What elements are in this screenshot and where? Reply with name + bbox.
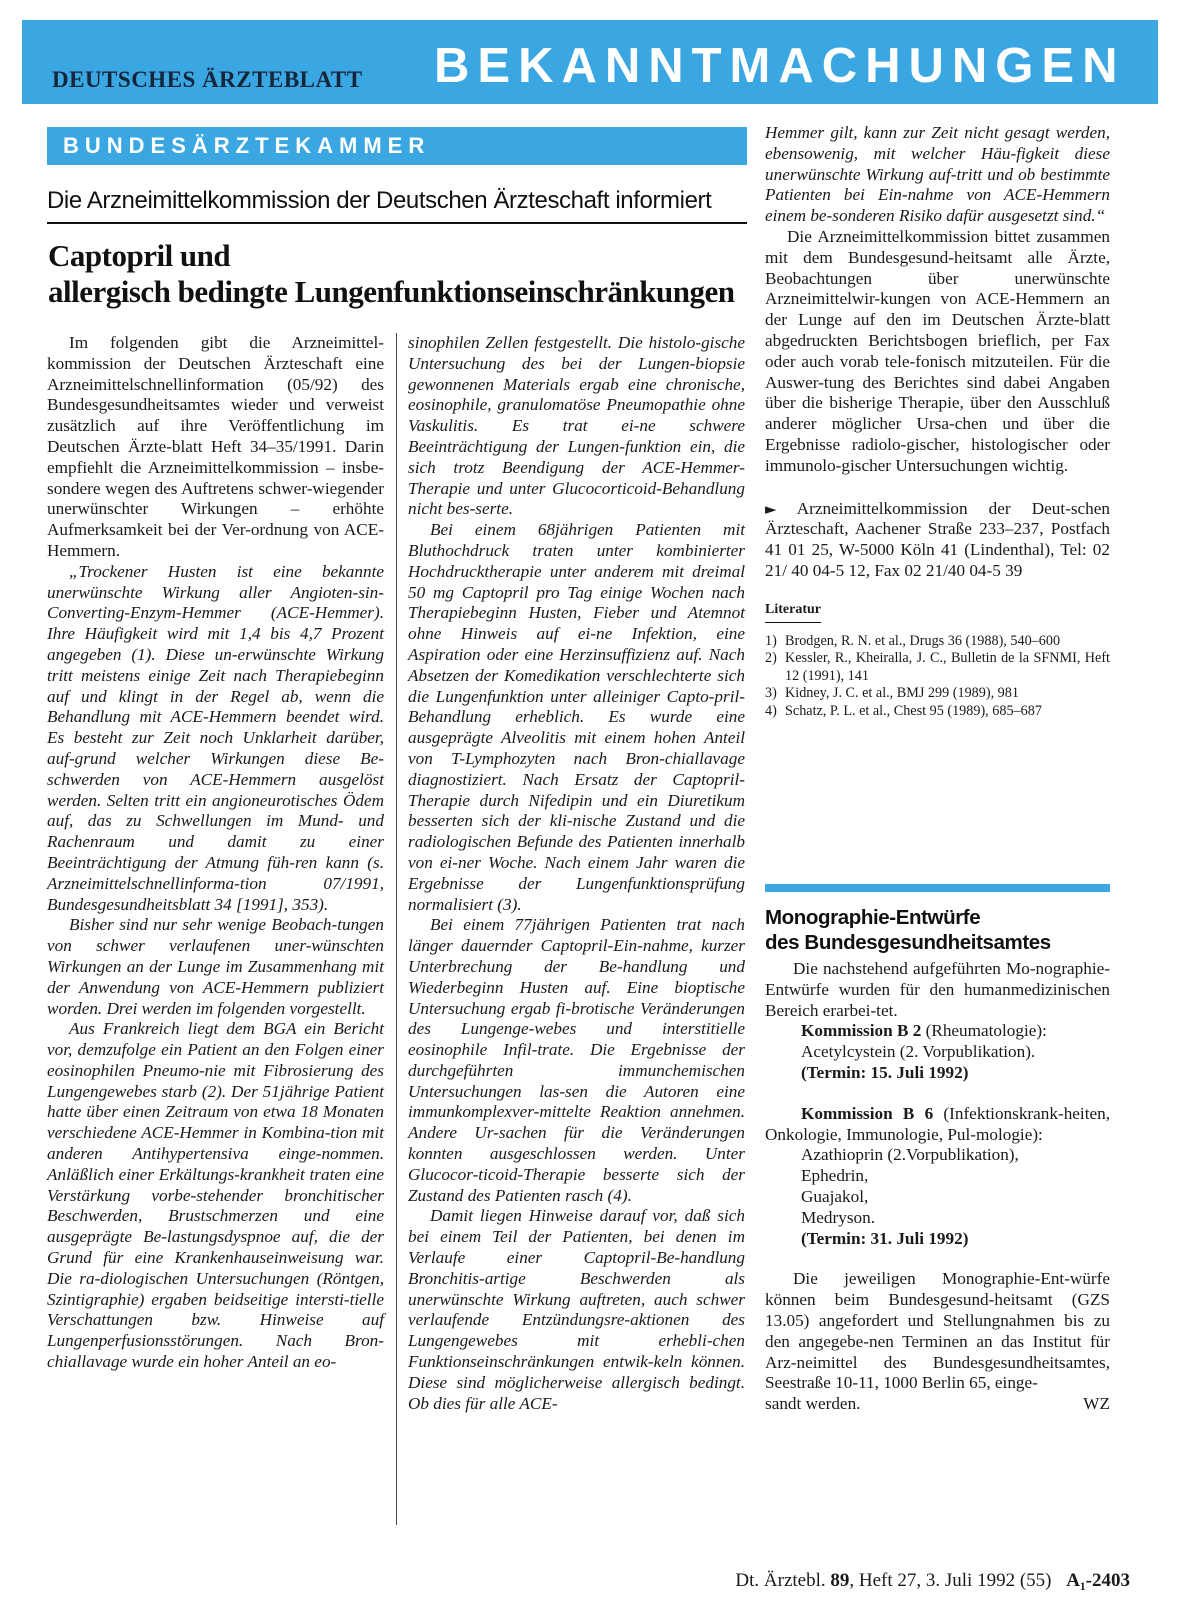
paragraph: sinophilen Zellen festgestellt. Die histolo-gische Untersuchung des bei der Lungen-biopsie gewonnenen Materials ergab eine chronische, eosinophile, granulomatöse Pneumopathie ohne Vaskulitis. Es trat ei-ne schwere Beeinträchtigung der Lungen-funktion ein, die sich trotz Beendigung der ACE-Hemmer-Therapie und unter Glucocorticoid-Behandlung nicht bes-serte. (408, 333, 745, 519)
article-column-1 (47, 333, 384, 1373)
paragraph: Damit liegen Hinweise darauf vor, daß sich bei einem Teil der Patienten, bei denen im Verlaufe einer Captopril-Be-handlung Bronchitis-artige Beschwerden als unerwünschte Wirkung auftreten, auch schwer verlaufende Entzündungsre-aktionen des Lungengewebes mit erhebli-chen Funktionseinschränkungen entwik-keln können. Diese sind möglicherweise allergisch bedingt. Ob dies für alle ACE- (408, 1206, 745, 1413)
commission-area: (Rheumatologie): (925, 1021, 1047, 1041)
paragraph: Die Arzneimittelkommission bittet zusammen mit dem Bundesgesund-heitsamt alle Ärzte, Beobachtungen über unerwünschte Arzneimittelwir-kungen von ACE-Hemmern an der Lunge auf den im Deutschen Ärzte-blatt abgedruckten Berichtsbogen brieflich, per Fax oder auch vorab tele-fonisch mitzuteilen. Für die Auswer-tung des Berichtes sind dabei Angaben über die bisherige Therapie, über den Ausschluß anderer möglicher Ursa-chen und über die Ergebnisse radiolo-gischer, histologischer oder immunolo-gischer Untersuchungen wichtig. (765, 226, 1110, 475)
closing-last-line: sandt werden. (765, 1394, 861, 1414)
section-title: BEKANNTMACHUNGEN (434, 39, 1126, 93)
article-column-2 (408, 333, 745, 1414)
article-kicker: Die Arzneimittelkommission der Deutschen Ärzteschaft informiert (47, 187, 712, 214)
commission-b6-items (801, 1145, 1110, 1249)
commission-item: Azathioprin (2.Vorpublikation), (801, 1145, 1019, 1165)
monograph-notice (765, 905, 1110, 1415)
category-bar (47, 127, 747, 165)
reference-text: Kidney, J. C. et al., BMJ 299 (1989), 981 (785, 685, 1019, 702)
reference-text: Kessler, R., Kheiralla, J. C., Bulletin de la SFNMI, Heft 12 (1991), 141 (785, 650, 1110, 684)
journal-issue: , Heft 27, 3. Juli 1992 (55) (849, 1570, 1052, 1591)
commission-item: Guajakol, (801, 1186, 869, 1206)
section-rule (765, 884, 1110, 892)
paragraph: Bei einem 68jährigen Patienten mit Bluthochdruck traten unter kombinierter Hochdrucktherapie unter anderem mit dreimal 50 mg Captopril pro Tag einige Wochen nach Therapiebeginn Husten, Fieber und Atemnot ohne Hinweis auf ei-ne Infektion, eine Aspiration oder eine Herzinsuffizienz auf. Nach Absetzen der Komedikation verschlechterte sich die Lungenfunktion unter alleiniger Capto-pril-Behandlung erheblich. Es wurde eine ausgeprägte Alveolitis mit einem hohen Anteil von T-Lymphozyten nach Bron-chiallavage diagnostiziert. Nach Ersatz der Captopril-Therapie durch Nifedipin und ein Diuretikum besserten sich der kli-nische Zustand und die radiologischen Befunde des Patienten innerhalb von ei-ner Woche. Nach einem Jahr waren die Ergebnisse der Lungenfunktionsprüfung normalisiert (3). (408, 520, 745, 914)
commission-label: Kommission B 6 (801, 1103, 934, 1123)
paragraph: Bei einem 77jährigen Patienten trat nach länger dauernder Captopril-Ein-nahme, kurzer Unterbrechung der Be-handlung und Wiederbeginn Husten auf. Eine bioptische Untersuchung ergab fi-brotische Veränderungen des Lungenge-webes und interstitielle eosinophile Infil-trate. Die Ergebnisse der durchgeführten immunchemischen Untersuchungen las-sen die Autoren eine immunkomplexver-mittelte Reaktion annehmen. Andere Ur-sachen für die Veränderungen konnten ausgeschlossen werden. Unter Glucocor-ticoid-Therapie besserte sich der Zustand des Patienten rasch (4). (408, 915, 745, 1205)
commission-b2 (801, 1021, 1110, 1083)
reference-item (765, 633, 1110, 651)
journal-name: Dt. Ärztebl. (735, 1570, 826, 1591)
monograph-closing: Die jeweiligen Monographie-Ent-würfe können beim Bundesgesund-heitsamt (GZS 13.05) angefordert und Stellungnahmen bis zu den angegebe-nen Terminen an das Institut für Arz-neimittel des Bundesgesundheitsamtes, Seestraße 10-11, 1000 Berlin 65, einge- (765, 1269, 1110, 1393)
commission-label: Kommission B 2 (801, 1021, 922, 1041)
monograph-title-line-2: des Bundesgesundheitsamtes (765, 931, 1051, 954)
article-column-3 (765, 123, 1110, 720)
category-label: BUNDESÄRZTEKAMMER (63, 133, 431, 158)
reference-item (765, 650, 1110, 685)
monograph-intro: Die nachstehend aufgeführten Mo-nographie-Entwürfe wurden für den humanmedizinischen Bereich erarbei-tet. (765, 959, 1110, 1020)
author-initials: WZ (1083, 1394, 1110, 1414)
column-divider (396, 333, 397, 1525)
commission-b6-heading (765, 1104, 1110, 1146)
page-number: A₁-2403 (1066, 1570, 1130, 1591)
reference-number: 2) (765, 650, 777, 667)
paragraph: Im folgenden gibt die Arzneimittel-kommission der Deutschen Ärzteschaft eine Arzneimittelschnellinformation (05/92) des Bundesgesundheitsamtes wieder und verweist zusätzlich auf ihre Veröffentlichung im Deutschen Ärzte-blatt Heft 34–35/1991. Darin empfiehlt die Arzneimittelkommission – insbe-sondere wegen des Auftretens schwer-wiegender unerwünschter Wirkungen – erhöhte Aufmerksamkeit bei der Ver-ordnung von ACE-Hemmern. (47, 333, 384, 560)
paragraph: Hemmer gilt, kann zur Zeit nicht gesagt werden, ebensowenig, mit welcher Häu-figkeit diese unerwünschte Wirkung auf-tritt und ob bestimmte Patienten bei Ein-nahme von ACE-Hemmern einem be-sonderen Risiko dafür ausgesetzt sind.“ (765, 123, 1110, 226)
commission-item: Ephedrin, (801, 1166, 869, 1186)
publication-name: DEUTSCHES ÄRZTEBLATT (52, 67, 363, 92)
commission-deadline: (Termin: 31. Juli 1992) (801, 1228, 969, 1248)
commission-item: Medryson. (801, 1207, 875, 1227)
reference-number: 4) (765, 702, 777, 719)
commission-area: (Infektionskrank-heiten, Onkologie, Immunologie, Pul-mologie): (765, 1103, 1110, 1144)
monograph-title (765, 905, 1110, 955)
reference-item (765, 703, 1110, 721)
kicker-rule (47, 222, 747, 224)
reference-text: Brodgen, R. N. et al., Drugs 36 (1988), 540–600 (785, 632, 1061, 649)
page-footer (660, 1570, 1130, 1592)
reference-list (765, 633, 1110, 721)
arrow-icon: ► (765, 499, 777, 518)
literature-heading: Literatur (765, 600, 821, 623)
reference-number: 1) (765, 632, 777, 649)
commission-deadline: (Termin: 15. Juli 1992) (801, 1062, 969, 1082)
headline-line-2: allergisch bedingte Lungenfunktionseinschränkungen (48, 274, 735, 309)
headline-line-1: Captopril und (48, 238, 231, 273)
contact-paragraph (765, 499, 1110, 582)
journal-volume: 89 (830, 1570, 850, 1591)
paragraph: Bisher sind nur sehr wenige Beobach-tungen von schwer verlaufenen uner-wünschten Wirkungen an der Lunge im Zusammenhang mit der Anwendung von ACE-Hemmern publiziert worden. Drei werden im folgenden vorgestellt. (47, 915, 384, 1018)
signoff (765, 1394, 1110, 1415)
paragraph: Aus Frankreich liegt dem BGA ein Bericht vor, demzufolge ein Patient an den Folgen einer eosinophilen Pneumo-nie mit Fibrosierung des Lungengewebes starb (2). Der 51jährige Patient hatte über einen Zeitraum von etwa 18 Monaten verschiedene ACE-Hemmer in Kombina-tion mit anderen Antihypertensiva einge-nommen. Anläßlich einer Erkältungs-krankheit traten eine Verstärkung vorbe-stehender bronchitischer Beschwerden, Brustschmerzen und eine ausgeprägte Be-lastungsdyspnoe auf, die der Grund für eine Krankenhauseinweisung war. Die ra-diologischen Untersuchungen (Röntgen, Szintigraphie) ergaben beidseitige intersti-tielle Verschattungen bzw. Hinweise auf Lungenperfusionsstörungen. Nach Bron-chiallavage wurde ein hoher Anteil an eo- (47, 1019, 384, 1372)
header-banner (22, 20, 1158, 104)
reference-text: Schatz, P. L. et al., Chest 95 (1989), 685–687 (785, 702, 1042, 719)
paragraph: „Trockener Husten ist eine bekannte unerwünschte Wirkung aller Angioten-sin-Converting-Enzym-Hemmer (ACE-Hemmer). Ihre Häufigkeit wird mit 1,4 bis 4,7 Prozent angegeben (1). Diese un-erwünschte Wirkung tritt meistens einige Zeit nach Therapiebeginn auf und klingt in der Regel ab, wenn die Behandlung mit ACE-Hemmern beendet wird. Es besteht zur Zeit noch Unklarheit darüber, auf-grund welcher Wirkungen diese Be-schwerden von ACE-Hemmern ausgelöst werden. Selten tritt ein angioneurotisches Ödem auf, das zu Schwellungen im Mund- und Rachenraum und damit zu einer Beeinträchtigung der Atmung füh-ren kann (s. Arzneimittelschnellinforma-tion 07/1991, Bundesgesundheitsblatt 34 [1991], 353). (47, 561, 384, 914)
commission-item: Acetylcystein (2. Vorpublikation). (801, 1042, 1036, 1062)
monograph-title-line-1: Monographie-Entwürfe (765, 906, 981, 929)
contact-text: Arzneimittelkommission der Deut-schen Ärzteschaft, Aachener Straße 233–237, Postfach 41 01 25, W-5000 Köln 41 (Lindenthal), Tel: 02 21/ 40 04-5 12, Fax 02 21/40 04-5 39 (765, 498, 1110, 580)
article-headline (48, 238, 748, 310)
reference-item (765, 685, 1110, 703)
reference-number: 3) (765, 685, 777, 702)
